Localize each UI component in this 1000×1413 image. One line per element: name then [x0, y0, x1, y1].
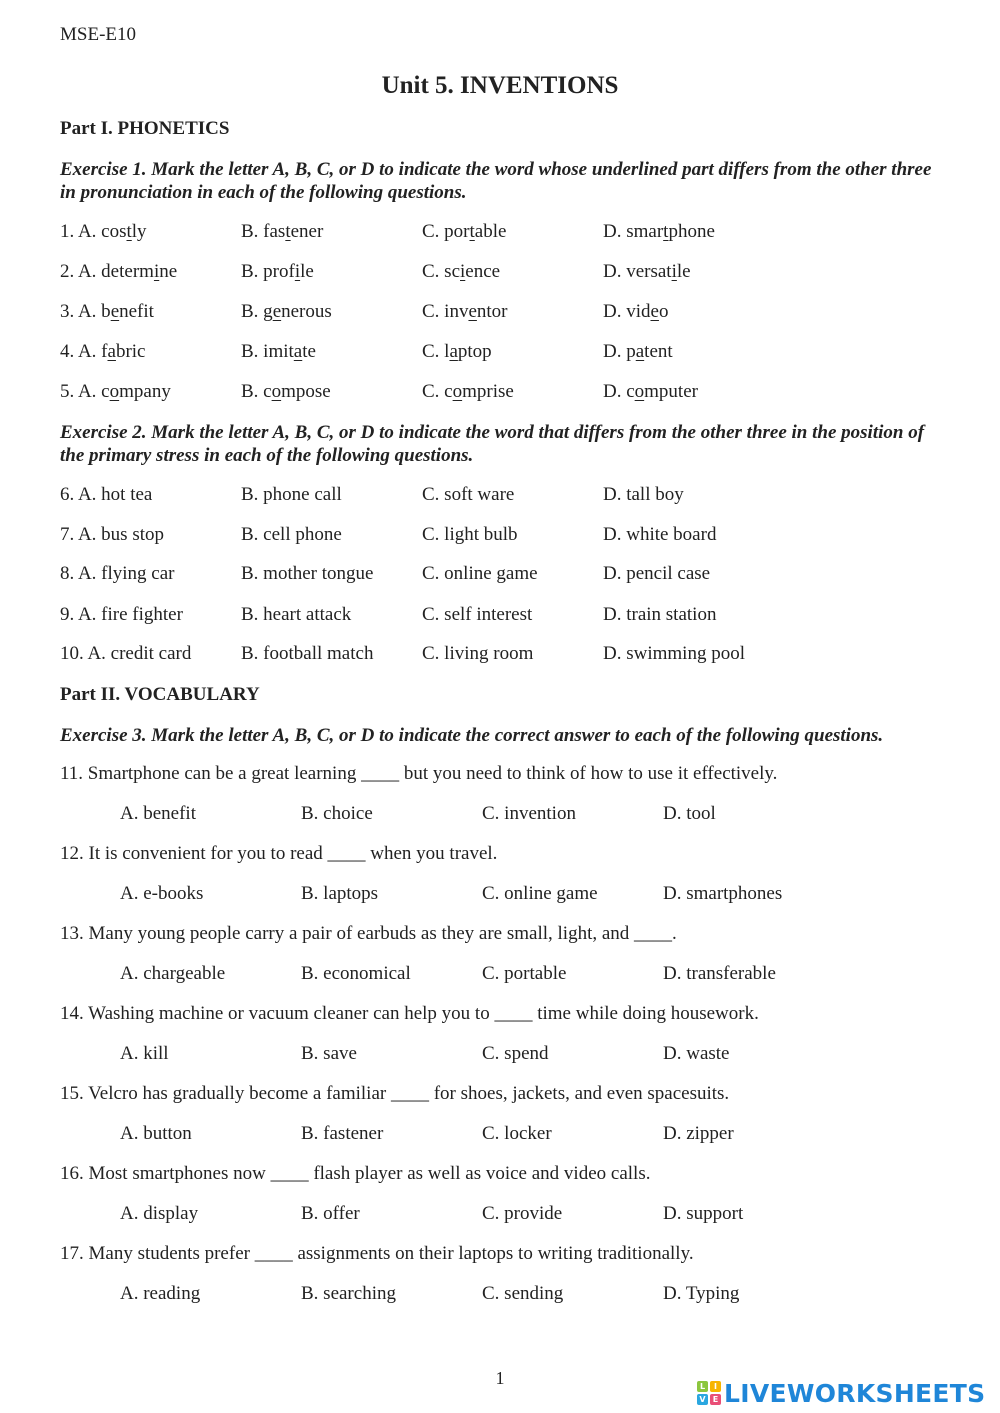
question-text: 11. Smartphone can be a great learning ____ but you need to think of how to use it effectively. [60, 763, 778, 784]
option-text: bric [115, 341, 146, 362]
answer-option[interactable]: B. choice [301, 803, 373, 824]
answer-option[interactable] [422, 221, 506, 243]
answer-option[interactable]: D. tall boy [603, 484, 684, 505]
underlined-letter: t [469, 221, 475, 242]
underlined-letter: i [294, 261, 301, 282]
answer-option[interactable] [422, 301, 508, 323]
answer-option[interactable]: D. Typing [663, 1283, 740, 1304]
option-text: 5. A. c [60, 381, 110, 402]
question-text: 16. Most smartphones now ____ flash player as well as voice and video calls. [60, 1163, 651, 1184]
answer-option[interactable]: 10. A. credit card [60, 643, 192, 664]
underlined-letter: a [107, 341, 116, 362]
logo-icon-letter: L [697, 1381, 708, 1392]
option-text: nerous [281, 301, 332, 322]
option-text: C. por [422, 221, 470, 242]
underlined-letter: o [634, 381, 645, 402]
answer-option[interactable] [241, 381, 331, 403]
option-text: phone [668, 221, 715, 242]
answer-option[interactable] [603, 341, 673, 363]
answer-option[interactable]: A. button [120, 1123, 192, 1144]
underlined-letter: i [460, 261, 466, 282]
answer-option[interactable] [603, 381, 698, 403]
answer-option[interactable]: 9. A. fire fighter [60, 604, 183, 625]
answer-option[interactable]: C. sending [482, 1283, 564, 1304]
answer-option[interactable] [60, 341, 145, 363]
option-text: 1. A. cos [60, 221, 127, 242]
answer-option[interactable]: C. provide [482, 1203, 563, 1224]
option-text: ne [159, 261, 178, 282]
answer-option[interactable] [241, 341, 316, 363]
option-text: le [300, 261, 314, 282]
underlined-letter: t [126, 221, 132, 242]
page-number: 1 [495, 1368, 505, 1388]
option-text: able [474, 221, 507, 242]
question-row [60, 301, 960, 327]
exercise-1-instruction: Exercise 1. Mark the letter A, B, C, or D to indicate the word whose underlined part differs from the other three in pronunciation in each of the following questions. [60, 159, 932, 203]
underlined-letter: i [671, 261, 677, 282]
answer-option[interactable]: B. phone call [241, 484, 342, 505]
answer-option[interactable] [603, 261, 691, 283]
question-text: 15. Velcro has gradually become a familiar ____ for shoes, jackets, and even spacesuits. [60, 1083, 730, 1104]
answer-option[interactable]: D. support [663, 1203, 744, 1224]
option-text: D. smar [603, 221, 664, 242]
answer-option[interactable]: D. transferable [663, 963, 776, 984]
answer-row [120, 963, 920, 989]
underlined-letter: t [663, 221, 669, 242]
underlined-letter: t [285, 221, 291, 242]
option-text: mpose [281, 381, 331, 402]
answer-option[interactable]: B. save [301, 1043, 357, 1064]
answer-option[interactable]: C. soft ware [422, 484, 515, 505]
underlined-letter: o [271, 381, 282, 402]
liveworksheets-logo[interactable] [697, 1378, 985, 1408]
answer-option[interactable]: D. pencil case [603, 563, 711, 584]
option-text: ptop [457, 341, 492, 362]
question-row [60, 484, 960, 510]
answer-option[interactable]: C. spend [482, 1043, 549, 1064]
answer-option[interactable]: C. self interest [422, 604, 533, 625]
answer-option[interactable]: C. portable [482, 963, 567, 984]
option-text: C. l [422, 341, 450, 362]
answer-option[interactable] [60, 381, 171, 403]
answer-option[interactable]: A. benefit [120, 803, 196, 824]
answer-option[interactable]: B. heart attack [241, 604, 352, 625]
underlined-letter: i [153, 261, 160, 282]
question-text: 13. Many young people carry a pair of earbuds as they are small, light, and ____. [60, 923, 677, 944]
answer-row [120, 1283, 920, 1309]
answer-row [120, 803, 920, 829]
option-text: D. p [603, 341, 636, 362]
question-row [60, 341, 960, 367]
underlined-letter: e [650, 301, 659, 322]
underlined-letter: e [468, 301, 477, 322]
liveworksheets-logo-icon [697, 1381, 721, 1405]
answer-option[interactable]: B. economical [301, 963, 411, 984]
answer-option[interactable]: B. cell phone [241, 524, 342, 545]
option-text: ence [465, 261, 501, 282]
underlined-letter: o [109, 381, 120, 402]
option-text: mputer [644, 381, 698, 402]
option-text: C. sc [422, 261, 460, 282]
question-row [60, 563, 960, 589]
underlined-letter: e [272, 301, 282, 322]
question-text: 14. Washing machine or vacuum cleaner can help you to ____ time while doing housework. [60, 1003, 759, 1024]
option-text: nefit [119, 301, 154, 322]
answer-option[interactable]: B. offer [301, 1203, 360, 1224]
answer-option[interactable] [603, 301, 668, 323]
answer-row [120, 1043, 920, 1069]
answer-option[interactable] [60, 301, 154, 323]
option-text: 3. A. b [60, 301, 111, 322]
option-text: D. versat [603, 261, 672, 282]
question-row [60, 381, 960, 407]
underlined-letter: a [449, 341, 458, 362]
answer-option[interactable]: B. fastener [301, 1123, 384, 1144]
option-text: mpany [119, 381, 171, 402]
part-1-heading: Part I. PHONETICS [60, 118, 230, 139]
answer-option[interactable] [422, 341, 492, 363]
question-row [60, 221, 960, 247]
answer-option[interactable]: C. online game [482, 883, 598, 904]
part-2-heading: Part II. VOCABULARY [60, 684, 260, 705]
answer-option[interactable]: A. reading [120, 1283, 201, 1304]
answer-option[interactable]: D. swimming pool [603, 643, 745, 664]
answer-row [120, 1203, 920, 1229]
option-text: le [676, 261, 691, 282]
answer-option[interactable]: D. smartphones [663, 883, 783, 904]
answer-option[interactable]: D. white board [603, 524, 717, 545]
answer-option[interactable]: A. e-books [120, 883, 204, 904]
underlined-letter: a [635, 341, 645, 362]
answer-option[interactable]: C. invention [482, 803, 576, 824]
option-text: mprise [462, 381, 514, 402]
answer-option[interactable]: D. tool [663, 803, 716, 824]
answer-option[interactable] [241, 301, 332, 323]
answer-option[interactable]: 7. A. bus stop [60, 524, 164, 545]
option-text: 4. A. f [60, 341, 108, 362]
option-text: C. inv [422, 301, 469, 322]
option-text: B. fas [241, 221, 286, 242]
question-row [60, 604, 960, 630]
option-text: tent [644, 341, 673, 362]
answer-option[interactable]: A. kill [120, 1043, 169, 1064]
answer-option[interactable] [241, 221, 323, 243]
option-text: D. c [603, 381, 635, 402]
option-text: ntor [476, 301, 508, 322]
underlined-letter: o [452, 381, 463, 402]
page-title: Unit 5. INVENTIONS [381, 72, 619, 99]
option-text: ly [131, 221, 147, 242]
document-code: MSE-E10 [60, 24, 136, 45]
answer-option[interactable]: C. locker [482, 1123, 552, 1144]
answer-option[interactable] [241, 261, 314, 283]
answer-row [120, 1123, 920, 1149]
option-text: B. imit [241, 341, 294, 362]
answer-option[interactable] [60, 261, 177, 283]
answer-option[interactable]: A. chargeable [120, 963, 226, 984]
option-text: 2. A. determ [60, 261, 154, 282]
logo-icon-letter: E [710, 1394, 721, 1405]
answer-option[interactable]: B. laptops [301, 883, 379, 904]
liveworksheets-logo-text: LIVEWORKSHEETS [724, 1378, 986, 1408]
logo-icon-letter: V [697, 1394, 708, 1405]
answer-option[interactable]: B. football match [241, 643, 374, 664]
answer-option[interactable]: D. zipper [663, 1123, 734, 1144]
underlined-letter: a [293, 341, 303, 362]
answer-option[interactable] [422, 381, 514, 403]
answer-option[interactable]: D. train station [603, 604, 717, 625]
answer-option[interactable]: 8. A. flying car [60, 563, 175, 584]
answer-option[interactable]: C. living room [422, 643, 534, 664]
answer-option[interactable] [603, 221, 715, 243]
answer-option[interactable] [422, 261, 500, 283]
option-text: o [658, 301, 669, 322]
option-text: B. c [241, 381, 272, 402]
answer-option[interactable]: B. searching [301, 1283, 396, 1304]
answer-option[interactable]: B. mother tongue [241, 563, 374, 584]
underlined-letter: e [110, 301, 120, 322]
answer-option[interactable]: 6. A. hot tea [60, 484, 153, 505]
answer-option[interactable]: C. light bulb [422, 524, 518, 545]
question-text: 17. Many students prefer ____ assignments on their laptops to writing traditionally. [60, 1243, 694, 1264]
logo-icon-letter: I [710, 1381, 721, 1392]
answer-option[interactable]: A. display [120, 1203, 199, 1224]
option-text: B. prof [241, 261, 295, 282]
option-text: C. c [422, 381, 453, 402]
option-text: te [302, 341, 316, 362]
exercise-3-instruction: Exercise 3. Mark the letter A, B, C, or D to indicate the correct answer to each of the following questions. [60, 725, 884, 746]
question-row [60, 524, 960, 550]
question-row [60, 643, 960, 669]
answer-option[interactable]: D. waste [663, 1043, 730, 1064]
option-text: B. g [241, 301, 273, 322]
exercise-2-instruction: Exercise 2. Mark the letter A, B, C, or D to indicate the word that differs from the other three in the position of the primary stress in each of the following questions. [60, 422, 925, 466]
option-text: D. vid [603, 301, 651, 322]
answer-row [120, 883, 920, 909]
option-text: ener [290, 221, 324, 242]
question-text: 12. It is convenient for you to read ____ when you travel. [60, 843, 498, 864]
question-row [60, 261, 960, 287]
answer-option[interactable] [60, 221, 147, 243]
answer-option[interactable]: C. online game [422, 563, 538, 584]
